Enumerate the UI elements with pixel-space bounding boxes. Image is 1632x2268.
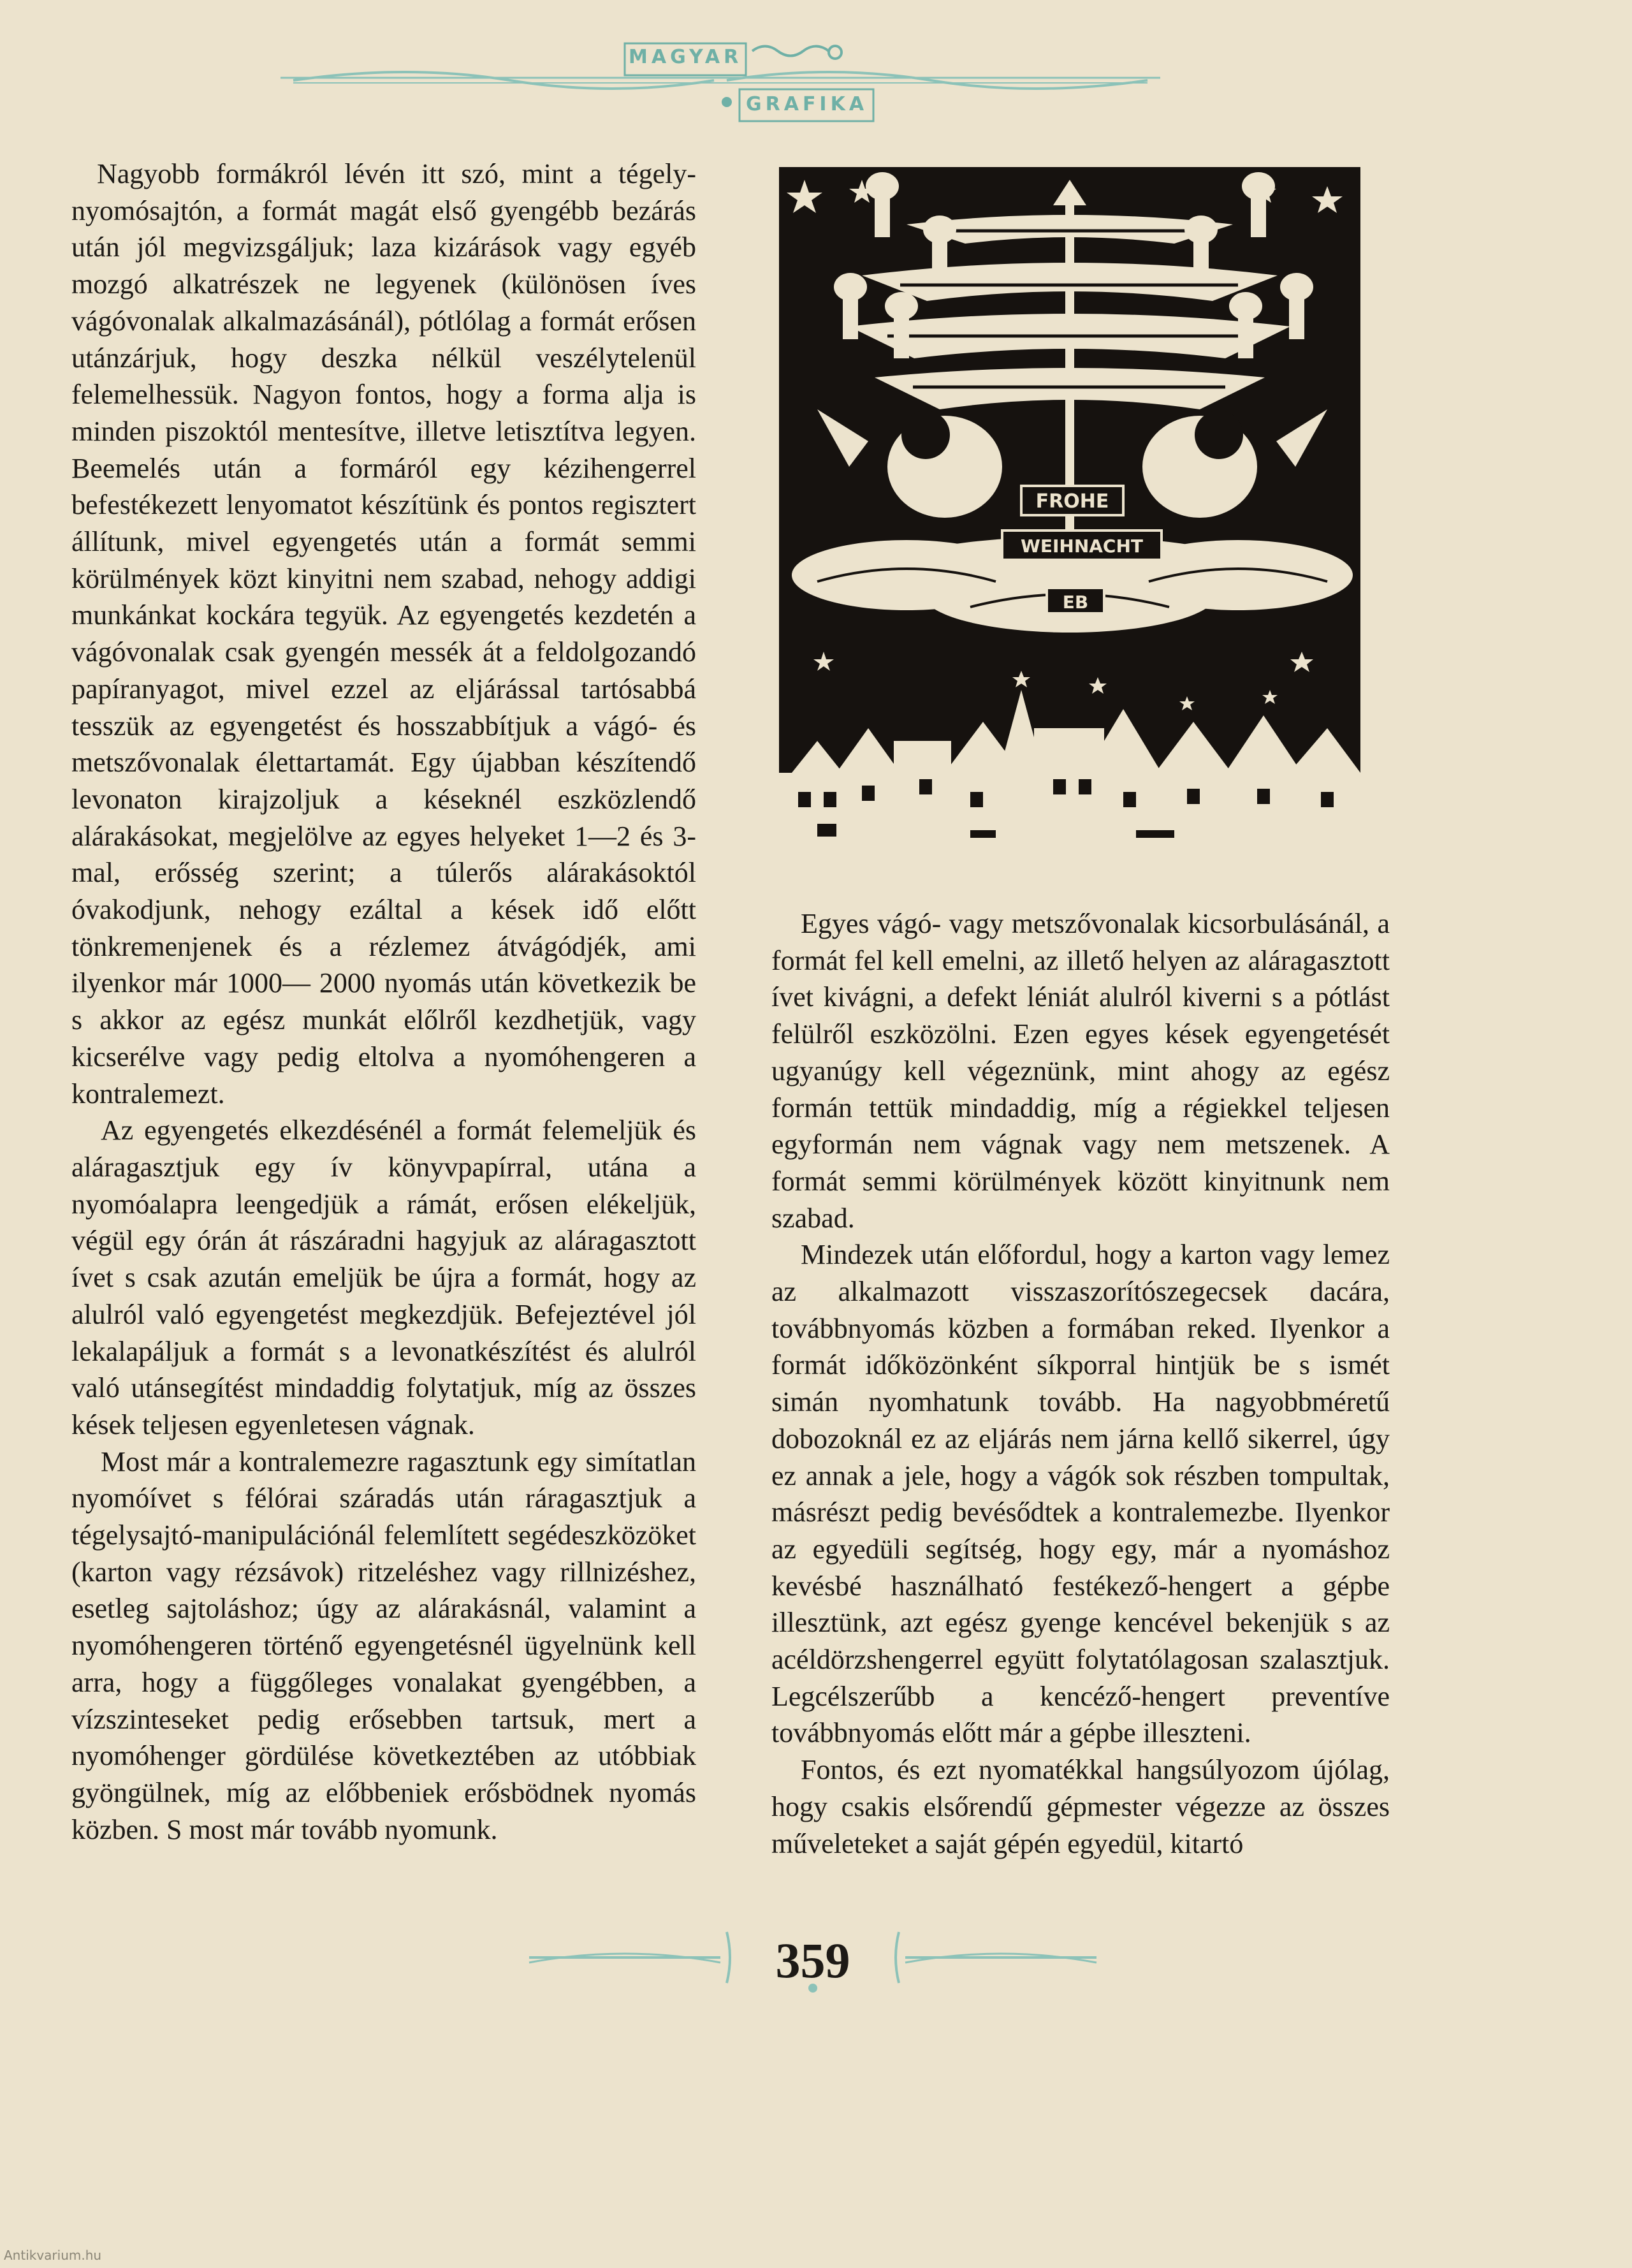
page-number-ornament (516, 1919, 1109, 1996)
right-paragraph-1: Egyes vágó- vagy metszővonalak kicsorbulásánál, a formát fel kell emelni, az illető helyen az aláragasztott ívet kivágni, a defekt léniát alulról kiverni s a pótlást felülről eszközölni. Ezen egyes kések egyengetését ugyanúgy kell végeznünk, mint ahogy az egész formán tettük mindaddig, míg a régiekkel teljesen egyformán nem vágnak vagy nem metszenek. A formát semmi körülmények között kinyitnunk nem szabad. (771, 908, 1390, 1234)
banner-text-frohe: FROHE (1035, 490, 1109, 513)
page-number: 359 (775, 1933, 850, 1988)
right-paragraph-2: Mindezek után előfordul, hogy a karton vagy lemez az alkalmazott visszaszorítószegecsek dacára, továbbnyomás közben a formában reked. Ilyenkor a formát időközönként síkporral hintjük be s ismét simán nyomhatunk tovább. Ha nagyobbméretű dobozoknál ez az eljárás nem járna kellő sikerrel, úgy ez annak a jele, hogy a vágók sok részben tompultak, másrészt pedig bevésődtek a kontralemezbe. Ilyenkor az egyedüli segítség, hogy egy, már a nyomáshoz kevésbé használható festékező-hengert a gépbe illesztünk, azt egész gyenge kencével bekenjük s az acéldörzshengerrel együtt folytatólagosan szalasztjuk. Legcélszerűbb a kencéző-hengert preventíve továbbnyomás előtt már a gépbe illeszteni. (771, 1239, 1390, 1749)
source-watermark: Antikvarium.hu (4, 2248, 102, 2263)
left-paragraph-3: Most már a kontralemezre ragasztunk egy simítatlan nyomóívet s félórai száradás után ráragasztjuk a tégelysajtó-manipulációnál felemlített segédeszközöket (karton vagy rézsávok) ritzeléshez vagy rillnizéshez, esetleg sajtoláshoz; úgy az alárakásnál, valamint a nyomóhengeren történő egyengetésnél ügyelnünk kell arra, hogy a függőleges vonalakat gyengébben, a vízszinteseket pedig erősebben tartsuk, mert a nyomóhenger gördülése következtében az utóbbiak gyöngülnek, míg az előbbeniek erősbödnek nyomás közben. S most már tovább nyomunk. (71, 1445, 696, 1845)
left-paragraph-2: Az egyengetés elkezdésénél a formát felemeljük és aláragasztjuk egy ív könyvpapírral, utána a nyomóalapra leengedjük a rámát, erősen elékeljük, végül egy órán át rászáradni hagyjuk az aláragasztott ívet s csak azután emeljük be újra a formát, hogy az alulról való egyengetést megkezdjük. Befejeztével jól lekalapáljuk a formát s a levonatkészítést és alulról való utánsegítést mindaddig folytatjuk, míg az összes kések teljesen egyenletesen vágnak. (71, 1115, 696, 1440)
right-text-column (771, 905, 1390, 1862)
christmas-woodcut-illustration (779, 167, 1360, 865)
right-paragraph-3: Fontos, és ezt nyomatékkal hangsúlyozom újólag, hogy csakis elsőrendű gépmester végezze az összes műveleteket a saját gépén egyedül, kitartó (771, 1754, 1390, 1859)
left-text-column (71, 156, 696, 1848)
header-ornament (280, 38, 1160, 140)
left-paragraph-1: Nagyobb formákról lévén itt szó, mint a tégelynyomósajtón, a formát magát első gyengébb bezárás után jól megvizsgáljuk; laza kizárások vagy egyéb mozgó alkatrészek ne legyenek (különösen íves vágóvonalak alkalmazásánál), pótlólag a formát erősen utánzárjuk, hogy deszka nélkül veszélytelenül felemelhessük. Nagyon fontos, hogy a forma alja is minden piszoktól mentesítve, illetve letisztítva legyen. Beemelés után a formáról egy kézihengerrel befestékezett lenyomatot készítünk és pontos regisztert állítunk, mivel egyengetés után a formát semmi körülmények közt kinyitni nem szabad, nehogy addigi munkánkat kockára tegyük. Az egyengetés kezdetén a vágóvonalak csak gyengén messék át a feldolgozandó papíranyagot, mivel ezzel az eljárással tartósabbá tesszük az egyengetést és hosszabbítjuk a vágó- és metszővonalak élettartamát. Egy újabban készítendő levonaton kirajzoljuk a késeknél eszközlendő alárakásokat, megjelölve az egyes helyeket 1—2 és 3-mal, erősség szerint; a túlerős alárakásoktól óvakodjunk, nehogy ezáltal a kések idő előtt tönkremenjenek és a rézlemez átvágódjék, ami ilyenkor már 1000— 2000 nyomás után következik be s akkor az egész munkát előlről kezdhetjük, vagy kicserélve vagy pedig eltolva a nyomóhengeren a kontralemezt. (71, 158, 696, 1109)
banner-text-weihnacht: WEIHNACHT (1020, 536, 1144, 557)
header-word-magyar: MAGYAR (629, 46, 743, 68)
monogram-text: EB (1062, 592, 1089, 613)
header-word-grafika: GRAFIKA (746, 93, 868, 115)
